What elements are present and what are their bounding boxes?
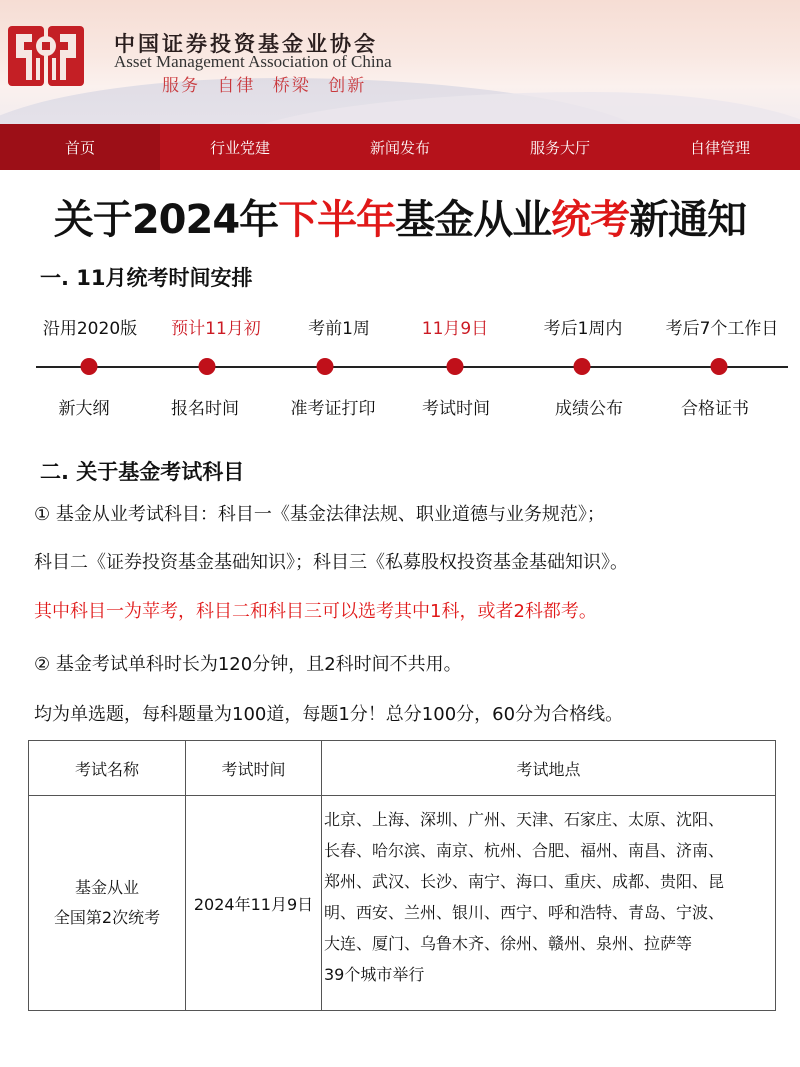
timeline-dot xyxy=(447,358,464,375)
timeline-top-label: 沿用2020版 xyxy=(42,319,138,339)
nav-item-home[interactable]: 首页 xyxy=(0,124,160,170)
org-name-cn: 中国证券投资基金业协会 xyxy=(114,31,378,56)
timeline-top-label: 考后1周内 xyxy=(543,319,623,339)
paragraph-subjects-2: 科目二《证券投资基金基础知识》；科目三《私募股权投资基金基础知识》。 xyxy=(34,552,628,573)
paragraph-scoring: 均为单选题，每科题量为100道，每题1分！总分100分，60分为合格线。 xyxy=(34,704,624,725)
table-header-row xyxy=(29,741,776,796)
nav-item-news[interactable]: 新闻发布 xyxy=(369,138,430,157)
org-name-en: Asset Management Association of China xyxy=(114,52,392,71)
timeline-bottom-label: 考试时间 xyxy=(422,399,490,419)
page-title xyxy=(0,188,800,245)
location-line: 郑州、武汉、长沙、南宁、海口、重庆、成都、贵阳、昆 xyxy=(324,872,725,891)
amac-logo-icon[interactable] xyxy=(6,24,86,88)
timeline-top-label: 预计11月初 xyxy=(171,319,261,339)
title-part: 基金从业 xyxy=(395,197,552,243)
location-line: 大连、厦门、乌鲁木齐、徐州、赣州、泉州、拉萨等 xyxy=(324,934,693,953)
timeline-line xyxy=(36,366,788,368)
title-part: 新通知 xyxy=(629,197,747,243)
location-line: 北京、上海、深圳、广州、天津、石家庄、太原、沈阳、 xyxy=(324,810,725,829)
section-heading-schedule: 一. 11月统考时间安排 xyxy=(40,266,253,290)
timeline-bottom-label: 合格证书 xyxy=(681,399,749,419)
org-slogan: 服务 自律 桥梁 创新 xyxy=(162,76,367,96)
paragraph-subjects-note: 其中科目一为苹考，科目二和科目三可以选考其中1科，或者2科都考。 xyxy=(34,601,597,622)
exam-info-table xyxy=(28,740,776,1011)
timeline-dot xyxy=(711,358,728,375)
timeline-dot xyxy=(81,358,98,375)
timeline-top-label: 11月9日 xyxy=(421,319,489,339)
timeline-dot xyxy=(574,358,591,375)
paragraph-subjects-1: ① 基金从业考试科目：科目一《基金法律法规、职业道德与业务规范》； xyxy=(34,504,605,525)
site-header xyxy=(0,0,800,124)
nav-item-service-hall[interactable]: 服务大厅 xyxy=(529,138,590,157)
title-highlight: 下半年 xyxy=(278,197,396,243)
main-nav xyxy=(0,124,800,170)
timeline-dot xyxy=(199,358,216,375)
exam-location-cell xyxy=(322,796,776,1011)
timeline-bottom-label: 准考证打印 xyxy=(290,399,376,419)
paragraph-duration: ② 基金考试单科时长为120分钟，且2科时间不共用。 xyxy=(34,654,462,675)
timeline-bottom-label: 新大纲 xyxy=(58,399,110,419)
nav-item-self-regulation[interactable]: 自律管理 xyxy=(689,138,750,157)
table-header-location: 考试地点 xyxy=(322,741,776,796)
table-header-name: 考试名称 xyxy=(29,741,186,796)
timeline-bottom-label: 成绩公布 xyxy=(555,399,623,419)
exam-time-cell: 2024年11月9日 xyxy=(186,796,322,1011)
table-header-time: 考试时间 xyxy=(186,741,322,796)
title-highlight: 统考 xyxy=(551,197,630,243)
location-line: 长春、哈尔滨、南京、杭州、合肥、福州、南昌、济南、 xyxy=(324,841,725,860)
location-line: 明、西安、兰州、银川、西宁、呼和浩特、青岛、宁波、 xyxy=(324,903,725,922)
location-line: 39个城市举行 xyxy=(324,965,425,984)
timeline-top-label: 考前1周 xyxy=(308,319,370,339)
nav-item-party-building[interactable]: 行业党建 xyxy=(209,138,270,157)
title-part: 关于2024年 xyxy=(53,197,279,243)
exam-name-line: 基金从业 xyxy=(74,878,139,897)
table-row xyxy=(29,796,776,1011)
timeline-bottom-label: 报名时间 xyxy=(171,399,239,419)
exam-name-line: 全国第2次统考 xyxy=(53,908,161,927)
timeline-top-label: 考后7个工作日 xyxy=(665,319,779,339)
exam-name-cell xyxy=(29,796,186,1011)
section-heading-subjects: 二. 关于基金考试科目 xyxy=(40,460,245,484)
timeline-dot xyxy=(317,358,334,375)
